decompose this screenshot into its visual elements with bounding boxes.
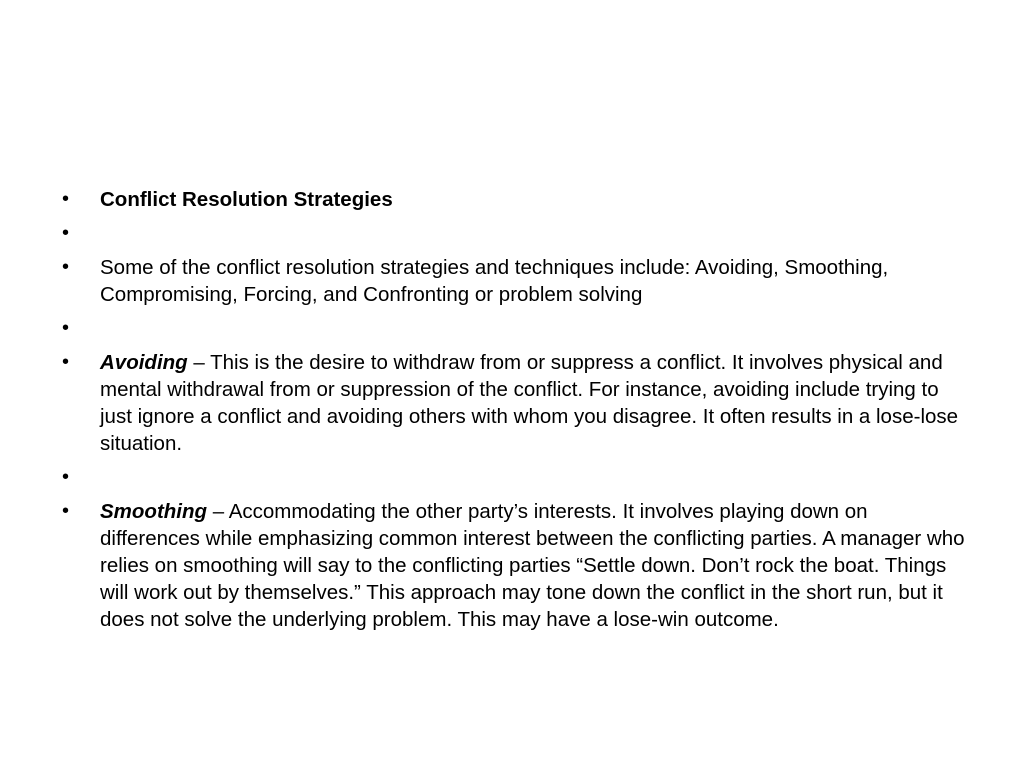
bullet-icon: • [62, 222, 70, 244]
bullet-text: Some of the conflict resolution strategies and techniques include: Avoiding, Smoothing, Compromising, Forcing, and Confronting or problem solving [100, 256, 889, 306]
bullet-item-intro [60, 254, 970, 308]
bullet-item-smoothing [60, 498, 970, 633]
bullet-text [100, 464, 970, 491]
bullet-text [100, 186, 970, 213]
bullet-text [100, 498, 970, 633]
term-label: Smoothing [100, 500, 208, 523]
bullet-icon: • [62, 317, 70, 339]
bullet-text [100, 349, 970, 457]
bullet-icon: • [62, 188, 70, 210]
bullet-item-empty [60, 464, 970, 491]
bullet-text [100, 315, 970, 342]
bullet-icon: • [62, 466, 70, 488]
bullet-item-heading [60, 186, 970, 213]
term-description: – Accommodating the other party’s interests. It involves playing down on differences while emphasizing common interest between the conflicting parties. A manager who relies on smoothing will say to the conflicting parties “Settle down. Don’t rock the boat. Things will work out by themselves.” This approach may tone down the conflict in the short run, but it does not solve the underlying problem. This may have a lose-win outcome. [100, 500, 965, 631]
bullet-item-empty [60, 315, 970, 342]
bullet-text [100, 220, 970, 247]
bullet-icon: • [62, 500, 70, 522]
term-label: Avoiding [100, 351, 188, 374]
bullet-list [60, 186, 970, 640]
term-description: – This is the desire to withdraw from or suppress a conflict. It involves physical and mental withdrawal from or suppression of the conflict. For instance, avoiding include trying to just ignore a conflict and avoiding others with whom you disagree. It often results in a lose-lose situation. [100, 351, 959, 455]
bullet-icon: • [62, 256, 70, 278]
bullet-item-empty [60, 220, 970, 247]
slide-heading: Conflict Resolution Strategies [100, 188, 393, 211]
bullet-item-avoiding [60, 349, 970, 457]
bullet-icon: • [62, 351, 70, 373]
